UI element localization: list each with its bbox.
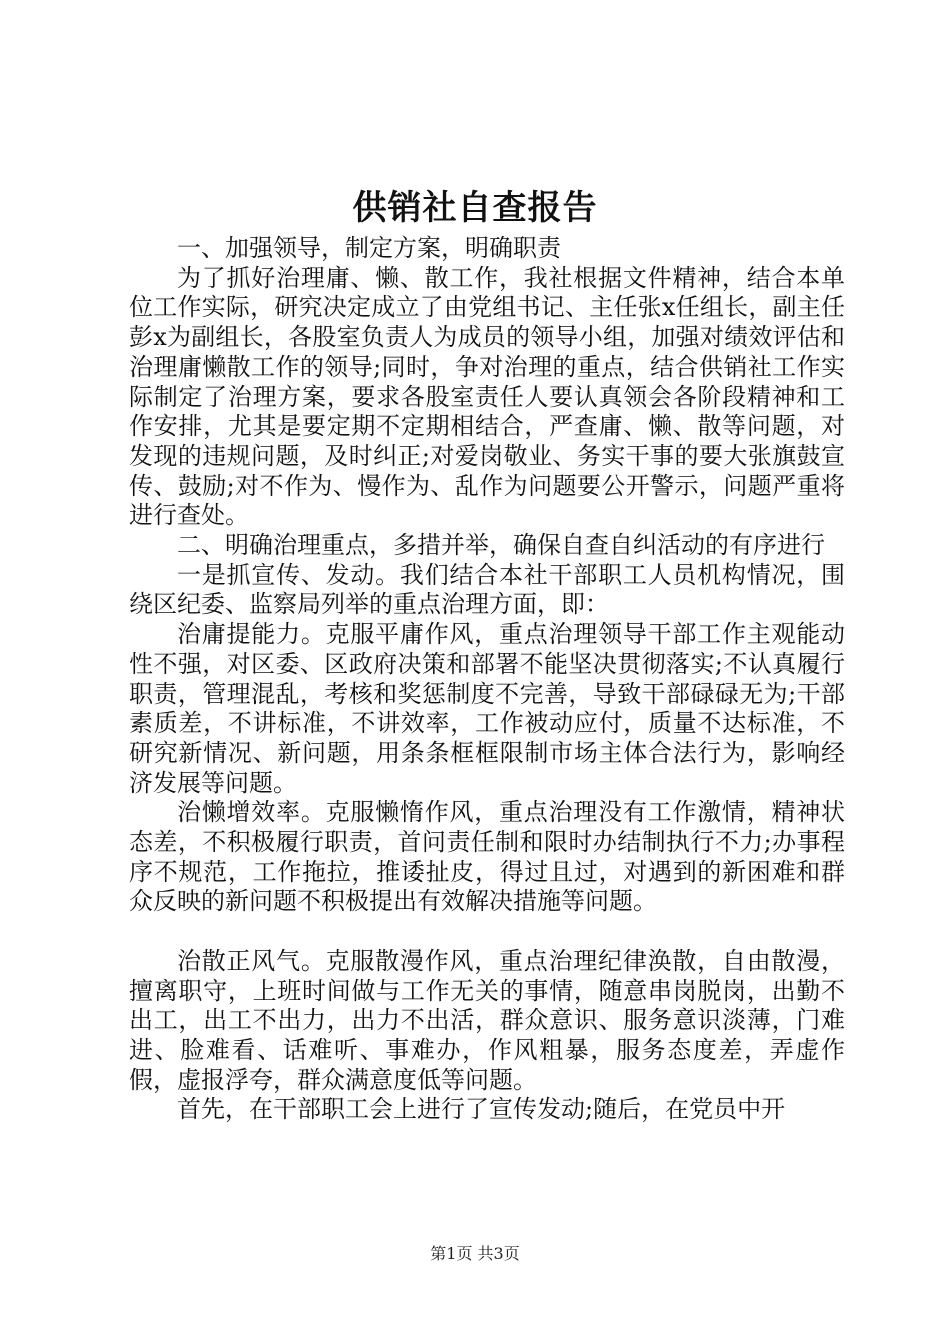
section-heading-1: 一、加强领导，制定方案，明确职责 — [177, 234, 561, 262]
page-number-footer: 第1页 共3页 — [430, 1244, 520, 1263]
paragraph: 治散正风气。克服散漫作风，重点治理纪律涣散，自由散漫，擅离职守，上班时间做与工作无关的事情，随意串岗脱岗，出勤不出工，出工不出力，出力不出活，群众意识、服务意识淡薄，门难进、脸难看、话难听、事难办，作风粗暴，服务态度差，弄虚作假，虚报浮夸，群众满意度低等问题。 — [129, 946, 845, 1094]
paragraph: 治懒增效率。克服懒惰作风，重点治理没有工作激情，精神状态差，不积极履行职责，首问责任制和限时办结制执行不力;办事程序不规范，工作拖拉，推诿扯皮，得过且过，对遇到的新困难和群众反映的新问题不积极提出有效解决措施等问题。 — [129, 798, 845, 916]
section-heading-2: 二、明确治理重点，多措并举，确保自查自纠活动的有序进行 — [177, 531, 825, 560]
document-title: 供销社自查报告 — [352, 188, 598, 228]
paragraph: 治庸提能力。克服平庸作风，重点治理领导干部工作主观能动性不强，对区委、区政府决策和部署不能坚决贯彻落实;不认真履行职责，管理混乱，考核和奖惩制度不完善，导致干部碌碌无为;干部素质差，不讲标准，不讲效率，工作被动应付，质量不达标准，不研究新情况、新问题，用条条框框限制市场主体合法行为，影响经济发展等问题。 — [129, 620, 845, 797]
paragraph: 为了抓好治理庸、懒、散工作，我社根据文件精神，结合本单位工作实际，研究决定成立了由党组书记、主任张x任组长，副主任彭x为副组长，各股室负责人为成员的领导小组，加强对绩效评估和治理庸懒散工作的领导;同时，争对治理的重点，结合供销社工作实际制定了治理方案，要求各股室责任人要认真领会各阶段精神和工作安排，尤其是要定期不定期相结合，严查庸、懒、散等问题，对发现的违规问题，及时纠正;对爱岗敬业、务实干事的要大张旗鼓宣传、鼓励;对不作为、慢作为、乱作为问题要公开警示，问题严重将进行查处。 — [129, 263, 845, 530]
paragraph: 一是抓宣传、发动。我们结合本社干部职工人员机构情况，围绕区纪委、监察局列举的重点治理方面，即： — [129, 560, 845, 619]
paragraph-gap — [129, 917, 845, 947]
paragraph: 首先，在干部职工会上进行了宣传发动;随后，在党员中开 — [177, 1095, 786, 1124]
document-body — [129, 234, 845, 1125]
